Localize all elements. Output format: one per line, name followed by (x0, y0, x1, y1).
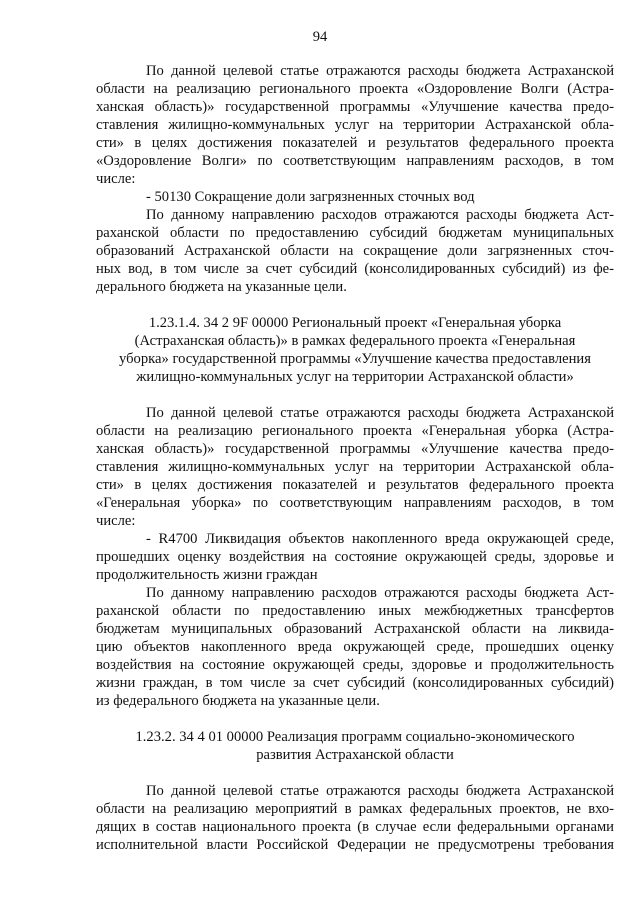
paragraph-line: цию объектов накопленного вреда окружающей среде, прошедших оценку (96, 639, 614, 655)
paragraph-line: раханской области по предоставлению иных межбюджетных трансфертов (96, 603, 614, 619)
paragraph-line: «Оздоровление Волги» по соответствующим направлениям расходов, в том (96, 153, 614, 169)
page-number: 94 (312, 29, 328, 45)
paragraph-line: области на реализацию мероприятий в рамках федеральных проектов, не вхо- (96, 801, 614, 817)
section-heading-line: (Астраханская область)» в рамках федерального проекта «Генеральная (134, 333, 576, 349)
list-item: - 50130 Сокращение доли загрязненных сточных вод (146, 189, 475, 205)
paragraph-line: области на реализацию регионального проекта «Оздоровление Волги (Астра- (96, 81, 614, 97)
list-item: - R4700 Ликвидация объектов накопленного вреда окружающей среде, (146, 531, 614, 547)
paragraph-line: дерального бюджета на указанные цели. (96, 279, 347, 295)
list-item: продолжительность жизни граждан (96, 567, 318, 583)
paragraph-line: ных вод, в том числе за счет субсидий (консолидированных субсидий) из фе- (96, 261, 614, 277)
paragraph-line: ставления жилищно-коммунальных услуг на территории Астраханской обла- (96, 459, 614, 475)
paragraph-line: По данному направлению расходов отражаются расходы бюджета Аст- (146, 585, 614, 601)
paragraph-line: области на реализацию регионального проекта «Генеральная уборка (Астра- (96, 423, 614, 439)
section-heading-line: 1.23.2. 34 4 01 00000 Реализация программ социально-экономического (135, 729, 575, 745)
paragraph-line: числе: (96, 171, 136, 187)
paragraph-line: По данной целевой статье отражаются расходы бюджета Астраханской (146, 783, 614, 799)
paragraph-line: образований Астраханской области на сокращение доли загрязненных сточ- (96, 243, 614, 259)
paragraph-line: жизни граждан, в том числе за счет субсидий (консолидированных субсидий) (96, 675, 614, 691)
paragraph-line: По данной целевой статье отражаются расходы бюджета Астраханской (146, 63, 614, 79)
section-heading-line: жилищно-коммунальных услуг на территории Астраханской области» (136, 369, 574, 385)
paragraph-line: ставления жилищно-коммунальных услуг на территории Астраханской обла- (96, 117, 614, 133)
paragraph-line: сти» в целях достижения показателей и результатов федерального проекта (96, 135, 614, 151)
paragraph-line: По данному направлению расходов отражаются расходы бюджета Аст- (146, 207, 614, 223)
paragraph-line: «Генеральная уборка» по соответствующим направлениям расходов, в том (96, 495, 614, 511)
paragraph-line: сти» в целях достижения показателей и результатов федерального проекта (96, 477, 614, 493)
paragraph-line: числе: (96, 513, 136, 529)
paragraph-line: дящих в состав национального проекта (в случае если федеральными органами (96, 819, 614, 835)
paragraph-line: раханской области по предоставлению субсидий бюджетам муниципальных (96, 225, 614, 241)
paragraph-line: По данной целевой статье отражаются расходы бюджета Астраханской (146, 405, 614, 421)
section-heading-line: 1.23.1.4. 34 2 9F 00000 Региональный проект «Генеральная уборка (148, 315, 562, 331)
section-heading-line: развития Астраханской области (256, 747, 454, 763)
paragraph-line: исполнительной власти Российской Федерации не предусмотрены требования (96, 837, 614, 853)
section-heading-line: уборка» государственной программы «Улучшение качества предоставления (119, 351, 591, 367)
paragraph-line: бюджетам муниципальных образований Астраханской области на ликвида- (96, 621, 614, 637)
paragraph-line: из федерального бюджета на указанные цели. (96, 693, 380, 709)
paragraph-line: ханская область)» государственной программы «Улучшение качества предо- (96, 99, 614, 115)
paragraph-line: ханская область)» государственной программы «Улучшение качества предо- (96, 441, 614, 457)
paragraph-line: воздействия на состояние окружающей среды, здоровье и продолжительность (96, 657, 614, 673)
list-item: прошедших оценку воздействия на состояние окружающей среды, здоровье и (96, 549, 614, 565)
